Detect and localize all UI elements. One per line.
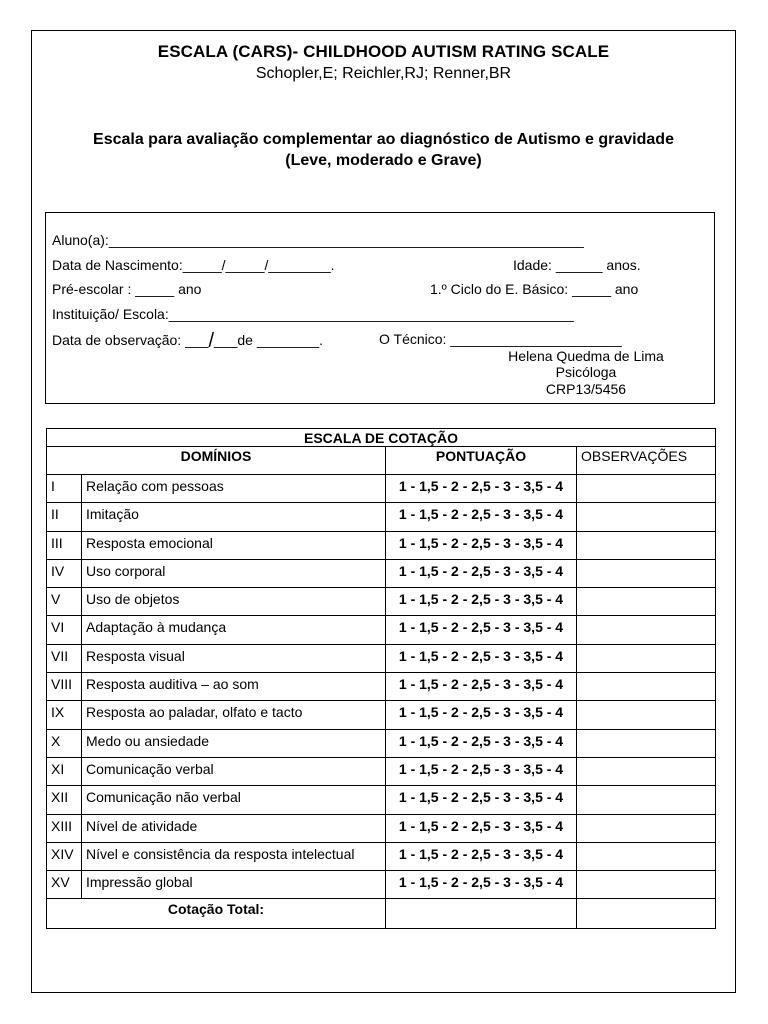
age-field[interactable]: Idade: ______ anos. (513, 257, 641, 273)
total-row (47, 899, 716, 929)
table-row (47, 757, 716, 785)
row-observation-cell[interactable] (577, 673, 716, 701)
rating-table (46, 428, 716, 929)
pre-school-field[interactable]: Pré-escolar : _____ ano (52, 281, 202, 297)
row-score-options[interactable]: 1 - 1,5 - 2 - 2,5 - 3 - 3,5 - 4 (386, 531, 577, 559)
row-domain: Nível de atividade (82, 814, 386, 842)
row-domain: Nível e consistência da resposta intelectual (82, 842, 386, 870)
row-score-options[interactable]: 1 - 1,5 - 2 - 2,5 - 3 - 3,5 - 4 (386, 559, 577, 587)
table-row (47, 701, 716, 729)
row-number: IX (47, 701, 82, 729)
row-domain: Comunicação não verbal (82, 786, 386, 814)
row-number: VII (47, 644, 82, 672)
row-observation-cell[interactable] (577, 786, 716, 814)
row-score-options[interactable]: 1 - 1,5 - 2 - 2,5 - 3 - 3,5 - 4 (386, 786, 577, 814)
table-row (47, 588, 716, 616)
subtitle-line-1: Escala para avaliação complementar ao diagnóstico de Autismo e gravidade (93, 131, 674, 148)
total-observation-cell[interactable] (577, 899, 716, 929)
table-row (47, 616, 716, 644)
table-row (47, 814, 716, 842)
observation-date-prefix: Data de observação: ___ (52, 332, 209, 348)
table-caption-row (47, 429, 716, 447)
row-number: XII (47, 786, 82, 814)
row-domain: Resposta emocional (82, 531, 386, 559)
row-number: VIII (47, 673, 82, 701)
row-score-options[interactable]: 1 - 1,5 - 2 - 2,5 - 3 - 3,5 - 4 (386, 588, 577, 616)
row-observation-cell[interactable] (577, 616, 716, 644)
table-header-row (47, 447, 716, 475)
total-label: Cotação Total: (47, 899, 386, 929)
birth-date-field[interactable]: Data de Nascimento:_____/_____/________. (52, 257, 335, 273)
row-score-options[interactable]: 1 - 1,5 - 2 - 2,5 - 3 - 3,5 - 4 (386, 701, 577, 729)
row-score-options[interactable]: 1 - 1,5 - 2 - 2,5 - 3 - 3,5 - 4 (386, 729, 577, 757)
table-row (47, 786, 716, 814)
row-score-options[interactable]: 1 - 1,5 - 2 - 2,5 - 3 - 3,5 - 4 (386, 757, 577, 785)
row-score-options[interactable]: 1 - 1,5 - 2 - 2,5 - 3 - 3,5 - 4 (386, 673, 577, 701)
table-row (47, 559, 716, 587)
observation-date-field[interactable] (52, 330, 324, 352)
table-row (47, 673, 716, 701)
subtitle-line-2: (Leve, moderado e Grave) (285, 152, 482, 169)
row-domain: Comunicação verbal (82, 757, 386, 785)
row-domain: Imitação (82, 503, 386, 531)
table-row (47, 503, 716, 531)
technician-field[interactable]: O Técnico: ______________________ (379, 331, 622, 347)
row-score-options[interactable]: 1 - 1,5 - 2 - 2,5 - 3 - 3,5 - 4 (386, 503, 577, 531)
signer-name: Helena Quedma de Lima (508, 348, 664, 364)
row-number: III (47, 531, 82, 559)
row-number: XI (47, 757, 82, 785)
row-domain: Impressão global (82, 871, 386, 899)
observation-date-suffix: ___de ________. (214, 332, 324, 348)
row-observation-cell[interactable] (577, 644, 716, 672)
form-authors: Schopler,E; Reichler,RJ; Renner,BR (255, 65, 512, 82)
table-row (47, 644, 716, 672)
row-score-options[interactable]: 1 - 1,5 - 2 - 2,5 - 3 - 3,5 - 4 (386, 871, 577, 899)
row-domain: Adaptação à mudança (82, 616, 386, 644)
row-score-options[interactable]: 1 - 1,5 - 2 - 2,5 - 3 - 3,5 - 4 (386, 644, 577, 672)
row-observation-cell[interactable] (577, 814, 716, 842)
row-domain: Uso corporal (82, 559, 386, 587)
row-number: IV (47, 559, 82, 587)
basic-cycle-field[interactable]: 1.º Ciclo do E. Básico: _____ ano (430, 281, 639, 297)
row-domain: Uso de objetos (82, 588, 386, 616)
row-domain: Resposta visual (82, 644, 386, 672)
table-row (47, 842, 716, 870)
signer-role: Psicóloga (555, 364, 617, 380)
form-subtitle (31, 129, 736, 171)
row-number: VI (47, 616, 82, 644)
row-domain: Relação com pessoas (82, 475, 386, 503)
observation-date-slash: / (208, 330, 215, 352)
row-observation-cell[interactable] (577, 757, 716, 785)
table-row (47, 871, 716, 899)
row-score-options[interactable]: 1 - 1,5 - 2 - 2,5 - 3 - 3,5 - 4 (386, 616, 577, 644)
table-caption: ESCALA DE COTAÇÃO (47, 429, 716, 447)
row-observation-cell[interactable] (577, 729, 716, 757)
row-observation-cell[interactable] (577, 475, 716, 503)
row-observation-cell[interactable] (577, 842, 716, 870)
row-number: II (47, 503, 82, 531)
row-score-options[interactable]: 1 - 1,5 - 2 - 2,5 - 3 - 3,5 - 4 (386, 814, 577, 842)
row-domain: Resposta auditiva – ao som (82, 673, 386, 701)
table-row (47, 729, 716, 757)
row-observation-cell[interactable] (577, 531, 716, 559)
row-domain: Medo ou ansiedade (82, 729, 386, 757)
col-header-pontuacao: PONTUAÇÃO (386, 447, 577, 475)
table-row (47, 475, 716, 503)
row-score-options[interactable]: 1 - 1,5 - 2 - 2,5 - 3 - 3,5 - 4 (386, 475, 577, 503)
row-observation-cell[interactable] (577, 588, 716, 616)
col-header-observacoes: OBSERVAÇÕES (577, 447, 716, 475)
row-domain: Resposta ao paladar, olfato e tacto (82, 701, 386, 729)
row-score-options[interactable]: 1 - 1,5 - 2 - 2,5 - 3 - 3,5 - 4 (386, 842, 577, 870)
row-observation-cell[interactable] (577, 701, 716, 729)
student-info-box (45, 212, 715, 404)
row-number: XIII (47, 814, 82, 842)
row-number: XIV (47, 842, 82, 870)
row-number: V (47, 588, 82, 616)
row-number: X (47, 729, 82, 757)
institution-field[interactable]: Instituição/ Escola:____________________________________________________ (52, 306, 574, 322)
row-observation-cell[interactable] (577, 503, 716, 531)
row-number: XV (47, 871, 82, 899)
row-observation-cell[interactable] (577, 871, 716, 899)
signer-crp: CRP13/5456 (545, 381, 627, 397)
col-header-dominios: DOMÍNIOS (47, 447, 386, 475)
total-score-cell[interactable] (386, 899, 577, 929)
row-observation-cell[interactable] (577, 559, 716, 587)
row-number: I (47, 475, 82, 503)
form-title: ESCALA (CARS)- CHILDHOOD AUTISM RATING SCALE (157, 42, 610, 61)
table-row (47, 531, 716, 559)
table-body (47, 475, 716, 899)
aluno-field[interactable]: Aluno(a):_____________________________________________________________ (52, 232, 584, 248)
